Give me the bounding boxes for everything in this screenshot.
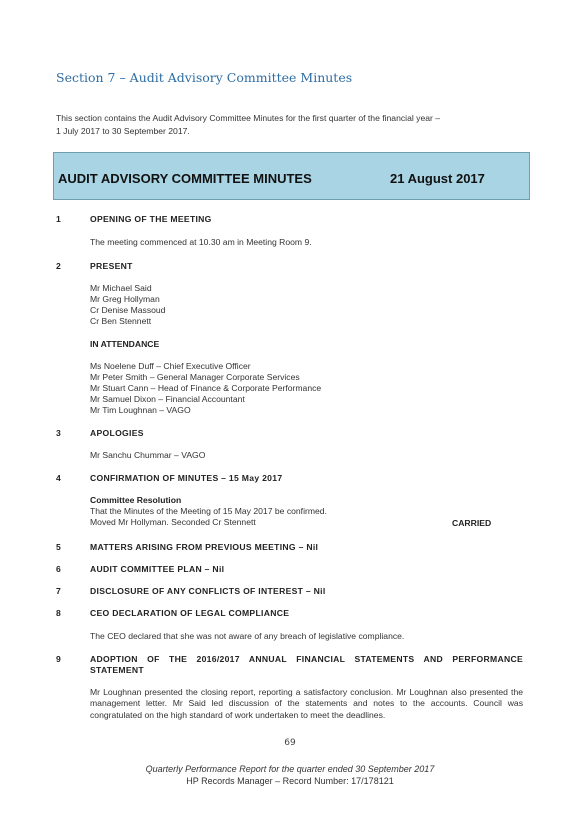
carried-label: CARRIED bbox=[452, 518, 492, 528]
item-heading: ADOPTION OF THE 2016/2017 ANNUAL FINANCIAL STATEMENTS AND PERFORMANCE STATEMENT bbox=[90, 654, 523, 676]
item-number: 4 bbox=[56, 473, 61, 483]
resolution-line: Moved Mr Hollyman. Seconded Cr Stennett bbox=[90, 517, 256, 527]
item-number: 8 bbox=[56, 608, 61, 618]
item-heading: OPENING OF THE MEETING bbox=[90, 214, 212, 224]
item-text: Mr Sanchu Chummar – VAGO bbox=[90, 450, 206, 460]
present-list bbox=[90, 283, 165, 327]
minutes-banner bbox=[53, 152, 530, 200]
list-item: Mr Greg Hollyman bbox=[90, 294, 160, 304]
banner-date: 21 August 2017 bbox=[390, 171, 485, 186]
item-number: 5 bbox=[56, 542, 61, 552]
item-number: 1 bbox=[56, 214, 61, 224]
item-number: 9 bbox=[56, 654, 61, 664]
item-text: The CEO declared that she was not aware of any breach of legislative compliance. bbox=[90, 631, 405, 641]
item-heading: CEO DECLARATION OF LEGAL COMPLIANCE bbox=[90, 608, 290, 618]
list-item: Ms Noelene Duff – Chief Executive Officer bbox=[90, 361, 251, 371]
list-item: Mr Peter Smith – General Manager Corporate Services bbox=[90, 372, 300, 382]
list-item: Cr Denise Massoud bbox=[90, 305, 166, 315]
item-heading: CONFIRMATION OF MINUTES – 15 May 2017 bbox=[90, 473, 283, 483]
resolution-text bbox=[90, 506, 327, 528]
intro-paragraph bbox=[56, 112, 526, 138]
list-item: Cr Ben Stennett bbox=[90, 316, 152, 326]
footer-report-title: Quarterly Performance Report for the quarter ended 30 September 2017 bbox=[145, 764, 435, 774]
intro-line: 1 July 2017 to 30 September 2017. bbox=[56, 126, 190, 136]
resolution-line: That the Minutes of the Meeting of 15 May 2017 be confirmed. bbox=[90, 506, 327, 516]
banner-title: AUDIT ADVISORY COMMITTEE MINUTES bbox=[58, 171, 312, 186]
list-item: Mr Stuart Cann – Head of Finance & Corporate Performance bbox=[90, 383, 322, 393]
item-text: The meeting commenced at 10.30 am in Meeting Room 9. bbox=[90, 237, 312, 247]
item-heading: MATTERS ARISING FROM PREVIOUS MEETING – Nil bbox=[90, 542, 319, 552]
item-heading: AUDIT COMMITTEE PLAN – Nil bbox=[90, 564, 225, 574]
item-number: 2 bbox=[56, 261, 61, 271]
footer-record-number: HP Records Manager – Record Number: 17/178121 bbox=[186, 776, 394, 786]
item-number: 3 bbox=[56, 428, 61, 438]
attendance-list bbox=[90, 361, 321, 416]
item-heading: DISCLOSURE OF ANY CONFLICTS OF INTEREST – Nil bbox=[90, 586, 326, 596]
list-item: Mr Tim Loughnan – VAGO bbox=[90, 405, 191, 415]
item-heading: APOLOGIES bbox=[90, 428, 144, 438]
list-item: Mr Samuel Dixon – Financial Accountant bbox=[90, 394, 245, 404]
resolution-heading: Committee Resolution bbox=[90, 495, 182, 505]
item-text: Mr Loughnan presented the closing report, reporting a satisfactory conclusion. Mr Loughnan also presented the management letter. Mr Said led discussion of the statements and notes to the accounts. Council was congratulated on the high standard of work undertaken to meet the deadlines. bbox=[90, 687, 523, 720]
page-number: 69 bbox=[284, 738, 296, 748]
section-title: Section 7 – Audit Advisory Committee Minutes bbox=[56, 70, 353, 85]
item-heading: PRESENT bbox=[90, 261, 133, 271]
intro-line: This section contains the Audit Advisory Committee Minutes for the first quarter of the financial year – bbox=[56, 113, 441, 123]
item-number: 6 bbox=[56, 564, 61, 574]
item-number: 7 bbox=[56, 586, 61, 596]
attendance-heading: IN ATTENDANCE bbox=[90, 339, 160, 349]
list-item: Mr Michael Said bbox=[90, 283, 152, 293]
